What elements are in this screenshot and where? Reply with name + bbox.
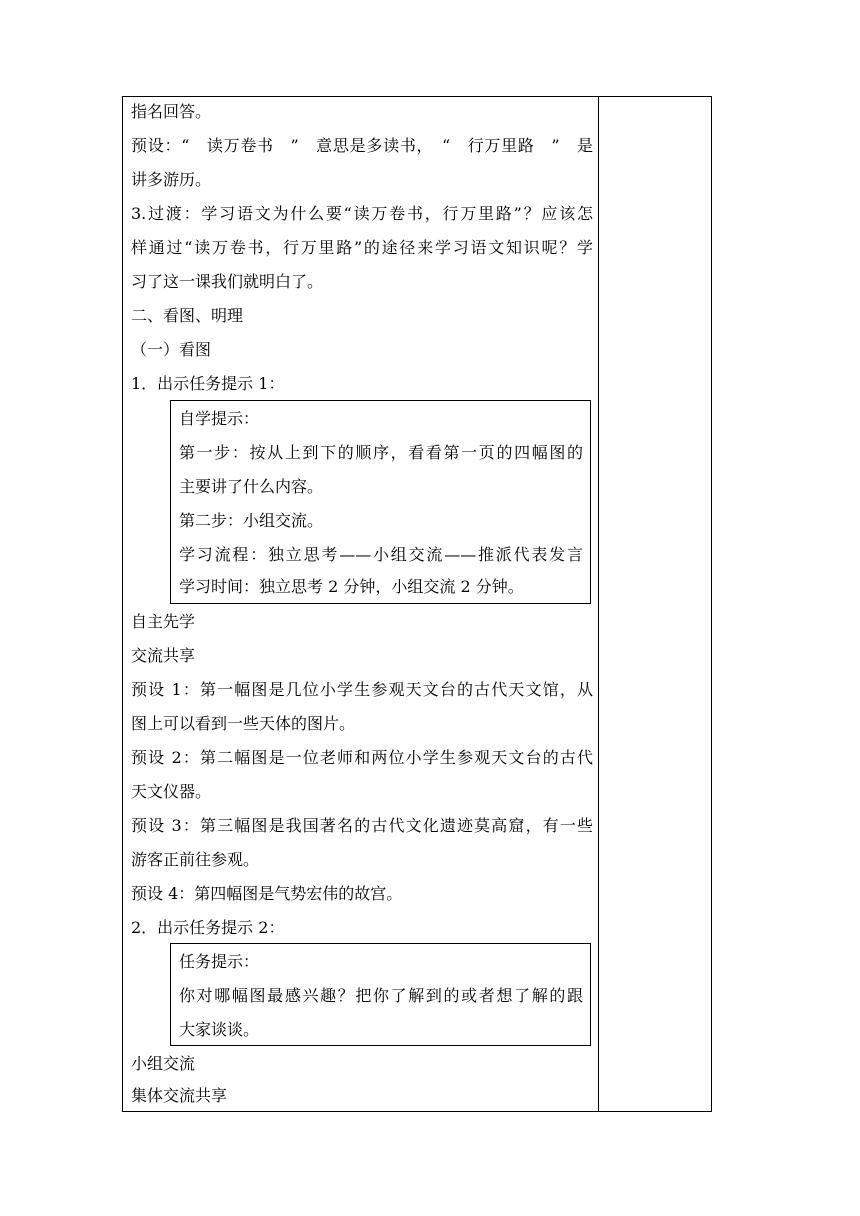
subsection-heading: （一）看图 xyxy=(131,340,212,359)
table-column-divider xyxy=(598,96,599,1112)
text-line: 预设 1：第一幅图是几位小学生参观天文台的古代天文馆，从 xyxy=(131,680,593,699)
box-line: 大家谈谈。 xyxy=(179,1020,260,1039)
text-line: 指名回答。 xyxy=(131,102,212,121)
box-line: 第二步：小组交流。 xyxy=(179,511,324,530)
section-heading: 二、看图、明理 xyxy=(131,306,244,325)
box-line: 第一步：按从上到下的顺序，看看第一页的四幅图的 xyxy=(179,443,583,462)
box-line: 你对哪幅图最感兴趣？把你了解到的或者想了解的跟 xyxy=(179,986,583,1005)
text-line: 3.过渡：学习语文为什么要“读万卷书，行万里路”？应该怎 xyxy=(131,204,593,223)
text-line: 预设 4：第四幅图是气势宏伟的故宫。 xyxy=(131,884,403,903)
text-line: 天文仪器。 xyxy=(131,782,212,801)
text-line: 样通过“读万卷书，行万里路”的途径来学习语文知识呢？学 xyxy=(131,238,593,257)
text-line: 交流共享 xyxy=(131,646,196,665)
box-line: 主要讲了什么内容。 xyxy=(179,477,324,496)
task-prompt-box-2 xyxy=(170,943,591,1046)
box-heading: 自学提示： xyxy=(179,409,260,428)
box-line: 学习流程：独立思考——小组交流——推派代表发言 xyxy=(179,545,583,564)
box-line: 学习时间：独立思考 2 分钟，小组交流 2 分钟。 xyxy=(179,577,524,596)
text-line: 预设 3：第三幅图是我国著名的古代文化遗迹莫高窟，有一些 xyxy=(131,816,593,835)
task-heading: 1．出示任务提示 1： xyxy=(131,374,285,393)
text-line: 游客正前往参观。 xyxy=(131,850,260,869)
text-line: 小组交流 xyxy=(131,1054,196,1073)
text-line: 集体交流共享 xyxy=(131,1086,228,1105)
text-line: 自主先学 xyxy=(131,612,196,631)
text-line: 图上可以看到一些天体的图片。 xyxy=(131,714,356,733)
box-heading: 任务提示： xyxy=(179,952,260,971)
text-line: 预设 2：第二幅图是一位老师和两位小学生参观天文台的古代 xyxy=(131,748,593,767)
text-line: 习了这一课我们就明白了。 xyxy=(131,272,324,291)
text-line: 预设：“ 读万卷书 ” 意思是多读书， “ 行万里路 ” 是 xyxy=(131,136,593,155)
task-prompt-box-1 xyxy=(170,400,591,604)
text-line: 讲多游历。 xyxy=(131,170,212,189)
task-heading: 2．出示任务提示 2： xyxy=(131,918,285,937)
